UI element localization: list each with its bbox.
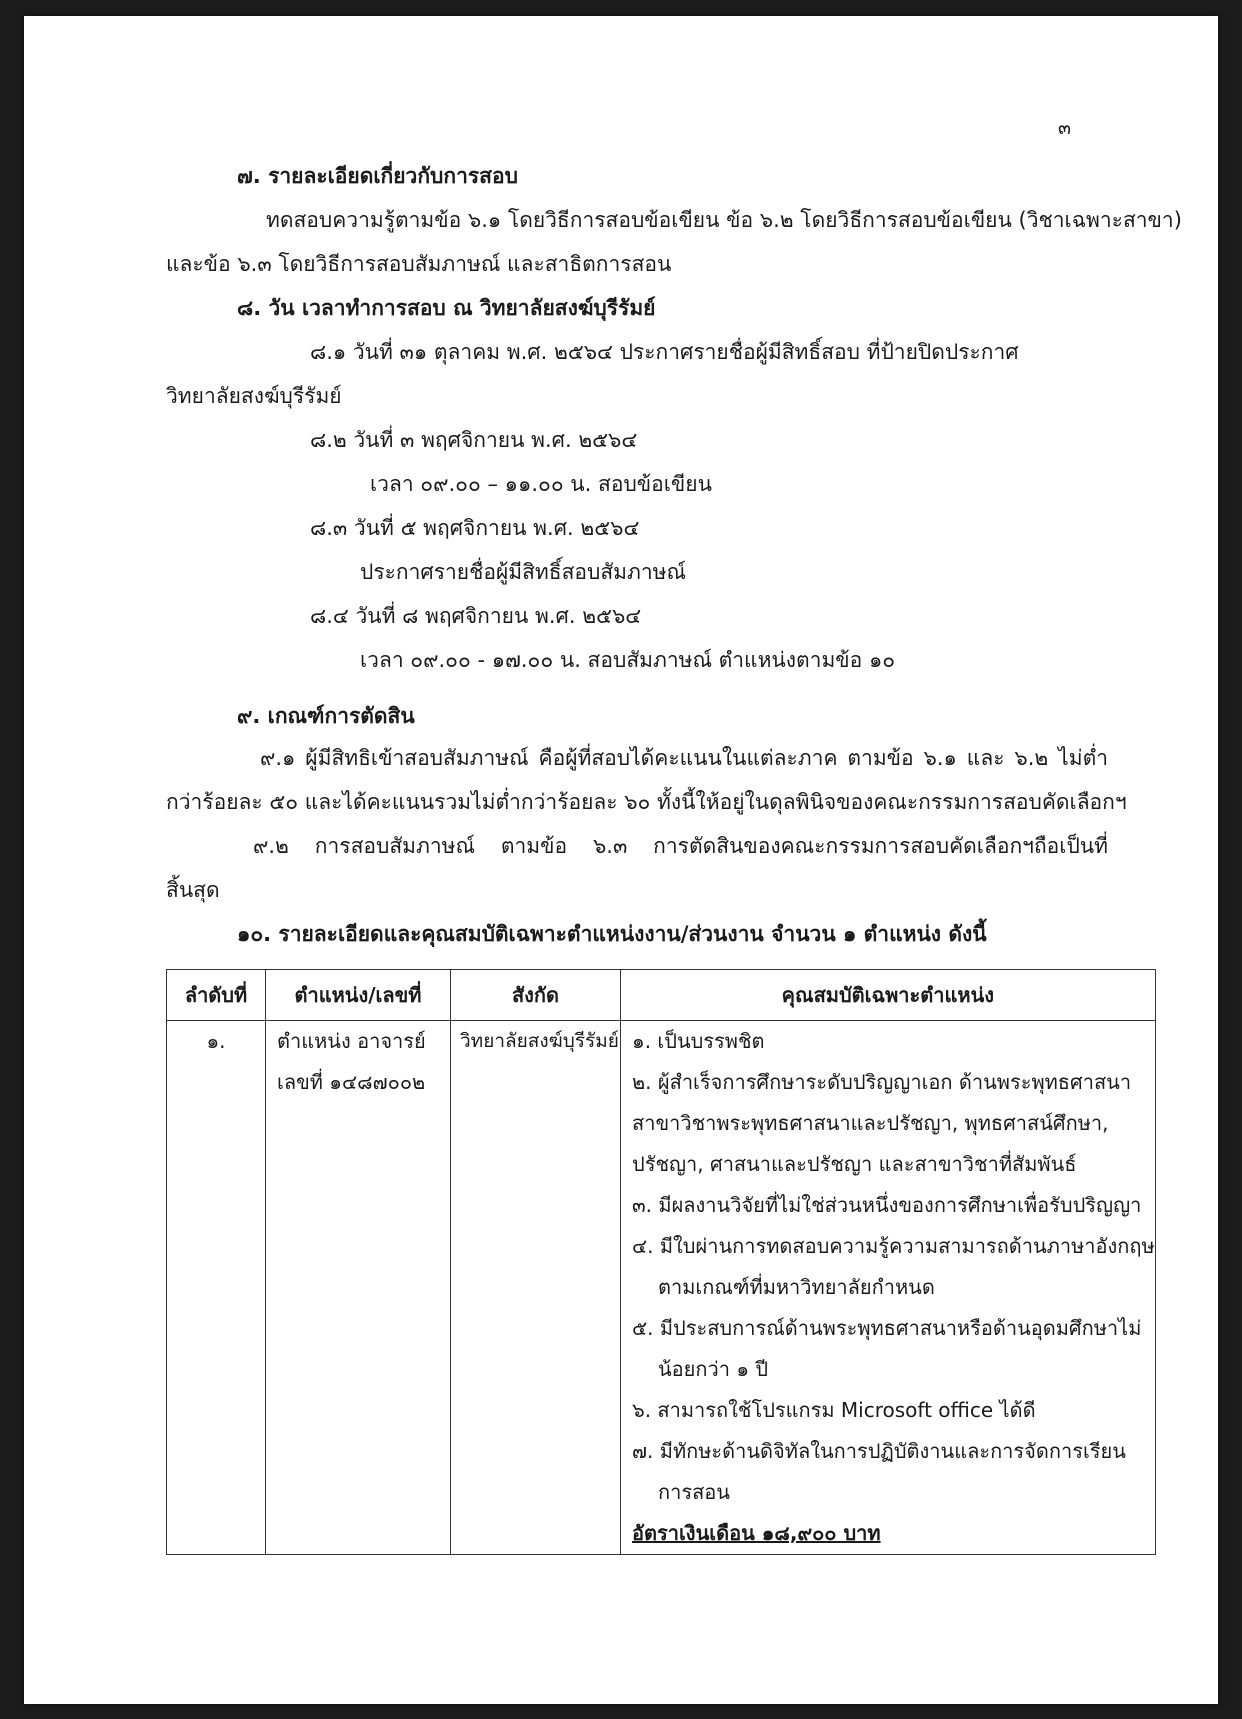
section-9-2-line2: สิ้นสุด	[166, 878, 220, 902]
position-title: ตำแหน่ง อาจารย์	[277, 1029, 426, 1053]
section-8-1-line2: วิทยาลัยสงฆ์บุรีรัมย์	[166, 384, 342, 408]
qualification-line: ๖. สามารถใช้โปรแกรม Microsoft office ได้ดี	[632, 1398, 1036, 1422]
section-9-heading: ๙. เกณฑ์การตัดสิน	[237, 704, 415, 728]
cell-order	[167, 1021, 266, 1555]
section-8-4-line1: ๘.๔ วันที่ ๘ พฤศจิกายน พ.ศ. ๒๕๖๔	[310, 604, 642, 628]
qualification-line: ๔. มีใบผ่านการทดสอบความรู้ความสามารถด้านภาษาอังกฤษ	[632, 1234, 1155, 1258]
qualification-line: ๗. มีทักษะด้านดิจิทัลในการปฏิบัติงานและการจัดการเรียน	[632, 1439, 1126, 1463]
section-9-1-line2: กว่าร้อยละ ๕๐ และได้คะแนนรวมไม่ต่ำกว่าร้อยละ ๖๐ ทั้งนี้ให้อยู่ในดุลพินิจของคณะกรรมการสอบคัดเลือกฯ	[166, 790, 1127, 814]
section-7-text-line1: ทดสอบความรู้ตามข้อ ๖.๑ โดยวิธีการสอบข้อเขียน ข้อ ๖.๒ โดยวิธีการสอบข้อเขียน (วิชาเฉพาะสาขา)	[266, 208, 1182, 232]
header-affiliation: สังกัด	[451, 970, 621, 1021]
section-8-1-line1: ๘.๑ วันที่ ๓๑ ตุลาคม พ.ศ. ๒๕๖๔ ประกาศรายชื่อผู้มีสิทธิ์สอบ ที่ป้ายปิดประกาศ	[310, 340, 1019, 364]
section-7-heading: ๗. รายละเอียดเกี่ยวกับการสอบ	[237, 164, 518, 188]
affiliation-text: วิทยาลัยสงฆ์บุรีรัมย์	[460, 1030, 619, 1052]
order-number: ๑.	[206, 1029, 226, 1053]
section-8-heading: ๘. วัน เวลาทำการสอบ ณ วิทยาลัยสงฆ์บุรีรัมย์	[237, 296, 656, 320]
header-position: ตำแหน่ง/เลขที่	[266, 970, 451, 1021]
section-9-2-line1: ๙.๒ การสอบสัมภาษณ์ ตามข้อ ๖.๓ การตัดสินของคณะกรรมการสอบคัดเลือกฯถือเป็นที่	[253, 834, 1108, 858]
document-page	[24, 16, 1218, 1704]
table-row	[167, 1021, 1156, 1555]
qualification-line: สาขาวิชาพระพุทธศาสนาและปรัชญา, พุทธศาสน์ศึกษา,	[632, 1111, 1109, 1135]
qualification-line: ๒. ผู้สำเร็จการศึกษาระดับปริญญาเอก ด้านพระพุทธศาสนา	[632, 1070, 1132, 1094]
header-qualifications: คุณสมบัติเฉพาะตำแหน่ง	[621, 970, 1156, 1021]
salary-text: อัตราเงินเดือน ๑๘,๙๐๐ บาท	[632, 1521, 881, 1545]
cell-affiliation	[451, 1021, 621, 1555]
cell-position	[266, 1021, 451, 1555]
section-8-4-line2: เวลา ๐๙.๐๐ - ๑๗.๐๐ น. สอบสัมภาษณ์ ตำแหน่งตามข้อ ๑๐	[360, 648, 896, 672]
qualification-line: ตามเกณฑ์ที่มหาวิทยาลัยกำหนด	[658, 1275, 935, 1299]
position-number: เลขที่ ๑๔๘๗๐๐๒	[277, 1070, 426, 1094]
page-number: ๓	[1058, 117, 1071, 139]
section-8-3-line2: ประกาศรายชื่อผู้มีสิทธิ์สอบสัมภาษณ์	[360, 560, 686, 584]
cell-qualifications	[621, 1021, 1156, 1555]
qualification-table	[166, 969, 1156, 1555]
qualification-line: ๕. มีประสบการณ์ด้านพระพุทธศาสนาหรือด้านอุดมศึกษาไม่	[632, 1316, 1142, 1340]
section-9-1-line1: ๙.๑ ผู้มีสิทธิเข้าสอบสัมภาษณ์ คือผู้ที่สอบได้คะแนนในแต่ละภาค ตามข้อ ๖.๑ และ ๖.๒ ไม่ต่ำ	[260, 746, 1108, 770]
section-8-2-line2: เวลา ๐๙.๐๐ – ๑๑.๐๐ น. สอบข้อเขียน	[370, 472, 712, 496]
qualification-line: ปรัชญา, ศาสนาและปรัชญา และสาขาวิชาที่สัมพันธ์	[632, 1152, 1077, 1176]
qualification-line: น้อยกว่า ๑ ปี	[658, 1357, 769, 1381]
section-8-3-line1: ๘.๓ วันที่ ๕ พฤศจิกายน พ.ศ. ๒๕๖๔	[310, 516, 640, 540]
qualification-line: ๑. เป็นบรรพชิต	[632, 1029, 765, 1053]
qualification-line: ๓. มีผลงานวิจัยที่ไม่ใช่ส่วนหนึ่งของการศึกษาเพื่อรับปริญญา	[632, 1193, 1142, 1217]
header-order: ลำดับที่	[167, 970, 266, 1021]
section-10-heading: ๑๐. รายละเอียดและคุณสมบัติเฉพาะตำแหน่งงาน/ส่วนงาน จำนวน ๑ ตำแหน่ง ดังนี้	[237, 922, 987, 946]
section-7-text-line2: และข้อ ๖.๓ โดยวิธีการสอบสัมภาษณ์ และสาธิตการสอน	[166, 252, 672, 276]
section-8-2-line1: ๘.๒ วันที่ ๓ พฤศจิกายน พ.ศ. ๒๕๖๔	[310, 428, 638, 452]
table-header-row	[167, 970, 1156, 1021]
qualification-line: การสอน	[658, 1480, 730, 1504]
